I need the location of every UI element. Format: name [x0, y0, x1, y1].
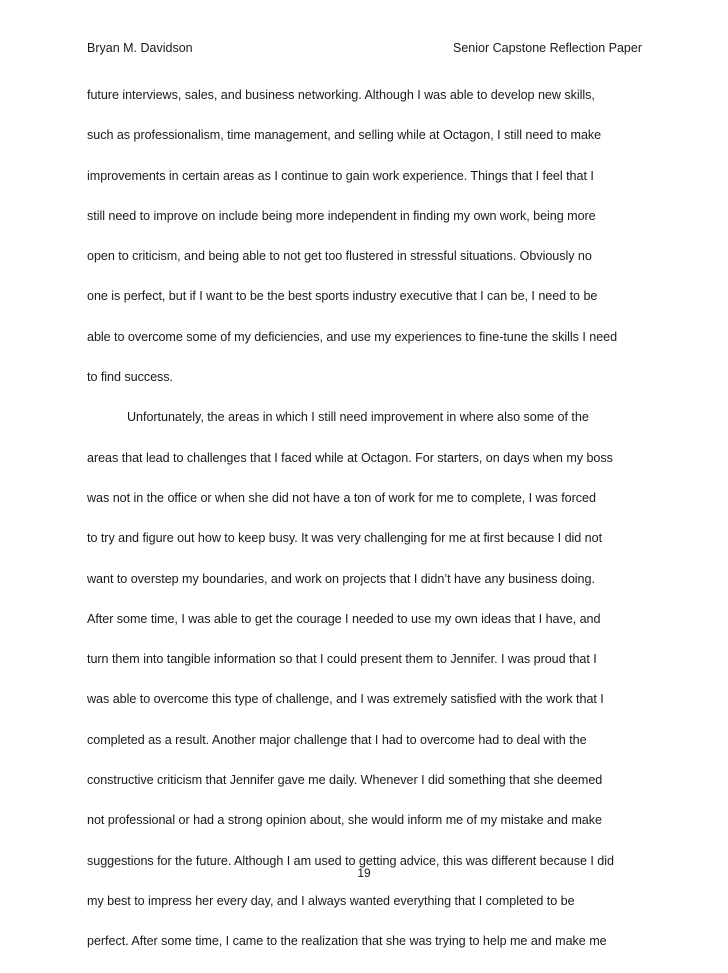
running-header — [87, 41, 642, 59]
text-line: Unfortunately, the areas in which I still need improvement in where also some of the — [127, 410, 589, 425]
text-line: one is perfect, but if I want to be the best sports industry executive that I can be, I need to be — [87, 289, 598, 304]
paragraph — [87, 86, 647, 408]
text-line: still need to improve on include being more independent in finding my own work, being more — [87, 208, 596, 223]
body-text — [87, 86, 647, 973]
text-line: want to overstep my boundaries, and work on projects that I didn’t have any business doing. — [87, 571, 595, 586]
text-line: able to overcome some of my deficiencies, and use my experiences to fine-tune the skills I need — [87, 329, 618, 344]
text-line: open to criticism, and being able to not get too flustered in stressful situations. Obviously no — [87, 249, 592, 264]
text-line: my best to impress her every day, and I always wanted everything that I completed to be — [87, 893, 575, 908]
text-line: such as professionalism, time management, and selling while at Octagon, I still need to make — [87, 128, 602, 143]
text-line: to try and figure out how to keep busy. It was very challenging for me at first because I did not — [87, 531, 603, 546]
text-line: perfect. After some time, I came to the realization that she was trying to help me and make me — [87, 934, 607, 949]
text-line: turn them into tangible information so that I could present them to Jennifer. I was proud that I — [87, 652, 597, 667]
text-line: not professional or had a strong opinion about, she would inform me of my mistake and make — [87, 813, 602, 828]
header-title: Senior Capstone Reflection Paper — [452, 41, 642, 55]
header-author: Bryan M. Davidson — [87, 41, 193, 55]
text-line: areas that lead to challenges that I faced while at Octagon. For starters, on days when my boss — [87, 450, 613, 465]
text-line: constructive criticism that Jennifer gave me daily. Whenever I did something that she deemed — [87, 773, 603, 788]
text-line: completed as a result. Another major challenge that I had to overcome had to deal with the — [87, 732, 587, 747]
text-line: to find success. — [87, 370, 173, 385]
text-line: After some time, I was able to get the courage I needed to use my own ideas that I have, and — [87, 611, 601, 626]
paragraph — [87, 408, 647, 972]
text-line: was not in the office or when she did not have a ton of work for me to complete, I was forced — [87, 490, 596, 505]
text-line: was able to overcome this type of challenge, and I was extremely satisfied with the work that I — [87, 692, 604, 707]
text-line: future interviews, sales, and business networking. Although I was able to develop new skills, — [87, 88, 595, 102]
text-line: suggestions for the future. Although I am used to getting advice, this was different because I did — [87, 853, 614, 868]
text-line: improvements in certain areas as I continue to gain work experience. Things that I feel that I — [87, 168, 594, 183]
page-number: 19 — [357, 866, 371, 880]
